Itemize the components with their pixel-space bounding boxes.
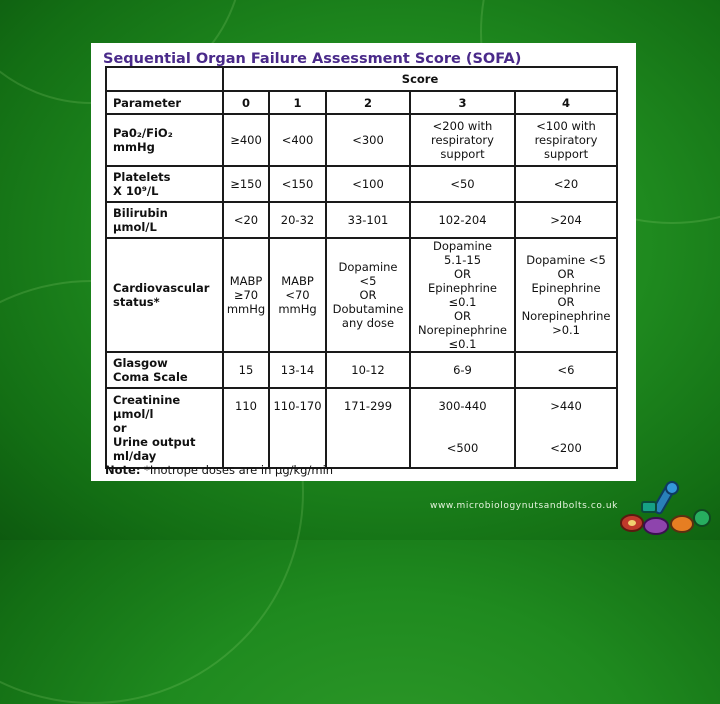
table-row <box>106 238 617 352</box>
sofa-card <box>91 43 636 481</box>
score-header-row <box>106 67 617 91</box>
table-cell: ≥400 <box>223 114 269 166</box>
table-cell: <100 <box>326 166 410 202</box>
table-cell: 20-32 <box>269 202 326 238</box>
table-cell: <6 <box>515 352 617 388</box>
table-cell: 102-204 <box>410 202 515 238</box>
row-parameter: Bilirubin μmol/L <box>106 202 223 238</box>
table-cell: ≥150 <box>223 166 269 202</box>
table-cell: <50 <box>410 166 515 202</box>
header-blank-cell <box>106 67 223 91</box>
table-row <box>106 202 617 238</box>
row-parameter: Creatinine μmol/l or Urine output ml/day <box>106 388 223 468</box>
table-cell: <400 <box>269 114 326 166</box>
table-cell: 171-299 <box>326 388 410 468</box>
score-header: Score <box>223 67 617 91</box>
note-text: *Inotrope doses are in μg/kg/min <box>140 463 334 477</box>
table-cell: <20 <box>515 166 617 202</box>
table-cell: <200 with respiratory support <box>410 114 515 166</box>
table-row <box>106 166 617 202</box>
column-header-2: 2 <box>326 91 410 114</box>
column-header-parameter: Parameter <box>106 91 223 114</box>
table-cell: 15 <box>223 352 269 388</box>
table-cell: >440 <200 <box>515 388 617 468</box>
column-header-4: 4 <box>515 91 617 114</box>
row-parameter: Glasgow Coma Scale <box>106 352 223 388</box>
table-note <box>105 463 333 477</box>
row-parameter: Platelets X 10⁹/L <box>106 166 223 202</box>
table-cell: 110 <box>223 388 269 468</box>
table-cell: 13-14 <box>269 352 326 388</box>
table-cell: Dopamine <5 OR Epinephrine OR Norepinephrine >0.1 <box>515 238 617 352</box>
table-cell: 300-440 <500 <box>410 388 515 468</box>
table-cell: 6-9 <box>410 352 515 388</box>
website-url: www.microbiologynutsandbolts.co.uk <box>430 501 618 511</box>
table-cell: Dopamine 5.1-15 OR Epinephrine ≤0.1 OR Norepinephrine ≤0.1 <box>410 238 515 352</box>
row-parameter: Pa0₂/FiO₂ mmHg <box>106 114 223 166</box>
table-cell: <150 <box>269 166 326 202</box>
table-cell: MABP ≥70 mmHg <box>223 238 269 352</box>
table-cell: MABP <70 mmHg <box>269 238 326 352</box>
table-cell: <20 <box>223 202 269 238</box>
row-parameter: Cardiovascular status* <box>106 238 223 352</box>
microbiology-nuts-and-bolts-logo-icon <box>612 478 712 536</box>
column-header-1: 1 <box>269 91 326 114</box>
table-cell: <100 with respiratory support <box>515 114 617 166</box>
sofa-table <box>105 66 618 469</box>
table-cell: >204 <box>515 202 617 238</box>
table-cell: <300 <box>326 114 410 166</box>
table-row <box>106 114 617 166</box>
slide-title: Sequential Organ Failure Assessment Score (SOFA) <box>103 51 522 67</box>
table-cell: Dopamine <5 OR Dobutamine any dose <box>326 238 410 352</box>
note-label: Note: <box>105 463 141 477</box>
column-header-0: 0 <box>223 91 269 114</box>
table-row <box>106 388 617 468</box>
table-cell: 10-12 <box>326 352 410 388</box>
column-header-row <box>106 91 617 114</box>
table-cell: 33-101 <box>326 202 410 238</box>
table-cell: 110-170 <box>269 388 326 468</box>
table-row <box>106 352 617 388</box>
column-header-3: 3 <box>410 91 515 114</box>
